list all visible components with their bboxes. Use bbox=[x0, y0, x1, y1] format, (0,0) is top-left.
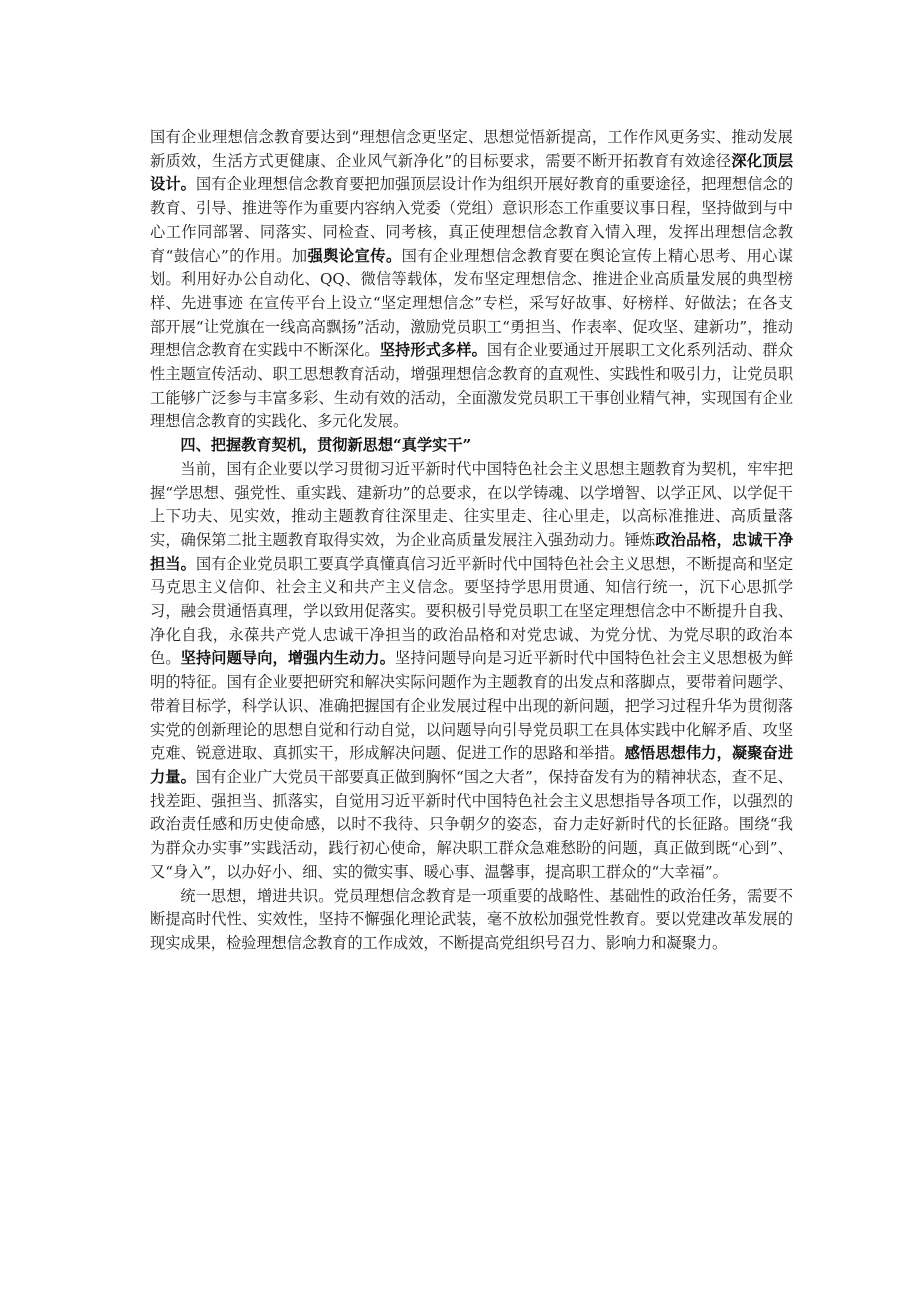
paragraph-text: 国有企业广大党员干部要真正做到胸怀“国之大者”，保持奋发有为的精神状态，查不足、找差距、强担当、抓落实，自觉用习近平新时代中国特色社会主义思想指导各项工作，以强烈的政治责任感和历史使命感，以时不我待、只争朝夕的姿态，奋力走好新时代的长征路。围绕“我为群众办实事”实践活动，践行初心使命，解决职工群众急难愁盼的问题，真正做到既“心到”、又“身入”，以办好小、细、实的微实事、暖心事、温馨事，提高职工群众的“大幸福”。 bbox=[150, 767, 793, 881]
bold-lead-publicity: 强舆论宣传。 bbox=[307, 246, 402, 265]
paragraph-text: 国有企业党员职工要真学真懂真信习近平新时代中国特色社会主义思想，不断提高和坚定马克思主义信仰、社会主义和共产主义信念。要坚持学思用贯通、知信行统一，沉下心思抓学习，融会贯通悟真理，学以致用促落实。要积极引导党员职工在坚定理想信念中不断提升自我、净化自我，永葆共产党人忠诚干净担当的政治品格和对党忠诚、为党分忧、为党尽职的政治本色。 bbox=[150, 554, 793, 668]
paragraph-text: 国有企业要通过开展职工文化系列活动、群众性主题宣传活动、职工思想教育活动，增强理想信念教育的直观性、实践性和吸引力，让党员职工能够广泛参与丰富多彩、生动有效的活动，全面激发党员职工干事创业精气神，实现国有企业理想信念教育的实践化、多元化发展。 bbox=[150, 341, 793, 431]
bold-lead-thought-power: 感悟思想伟力，凝聚奋进力量。 bbox=[150, 744, 793, 786]
paragraph-text: 国有企业理想信念教育要把加强顶层设计作为组织开展好教育的重要途径，把理想信念的教育、引导、推进等作为重要内容纳入党委（党组）意识形态工作重要议事日程，坚持做到与中心工作同部署、同落实、同检查、同考核，真正使理想信念教育入情入理，发挥出理想信念教育“鼓信心”的作用。加 bbox=[150, 175, 793, 265]
bold-lead-deepen-design: 深化顶层设计。 bbox=[150, 151, 794, 194]
document-body bbox=[150, 126, 793, 956]
paragraph-text: 坚持问题导向是习近平新时代中国特色社会主义思想极为鲜明的特征。国有企业要把研究和解决实际问题作为主题教育的出发点和落脚点，要带着问题学、带着目标学，科学认识、准确把握国有企业发展过程中出现的新问题，把学习过程升华为贯彻落实党的创新理论的思想自觉和行动自觉，以问题导向引导党员职工在具体实践中化解矛盾、攻坚克难、锐意进取、真抓实干，形成解决问题、促进工作的思路和举措。 bbox=[150, 649, 793, 763]
paragraph-deepen-design bbox=[150, 126, 793, 434]
section-heading-four: 四、把握教育契机，贯彻新思想“真学实干” bbox=[180, 436, 472, 455]
paragraph-text: 当前，国有企业要以学习贯彻习近平新时代中国特色社会主义思想主题教育为契机，牢牢把握“学思想、强党性、重实践、建新功”的总要求，在以学铸魂、以学增智、以学正风、以学促干上下功夫、见实效，推动主题教育往深里走、往实里走、往心里走，以高标准推进、高质量落实，确保第二批主题教育取得实效，为企业高质量发展注入强劲动力。锤炼 bbox=[150, 459, 793, 549]
bold-lead-political-character: 政治品格，忠诚干净担当。 bbox=[150, 530, 793, 573]
paragraph-education-opportunity bbox=[150, 458, 793, 885]
paragraph-conclusion: 统一思想，增进共识。党员理想信念教育是一项重要的战略性、基础性的政治任务，需要不断提高时代性、实效性，坚持不懈强化理论武装，毫不放松加强党性教育。要以党建改革发展的现实成果，检验理想信念教育的工作成效，不断提高党组织号召力、影响力和凝聚力。 bbox=[150, 886, 793, 952]
bold-lead-problem-orientation: 坚持问题导向，增强内生动力。 bbox=[180, 649, 395, 668]
paragraph-text: 国有企业理想信念教育要在舆论宣传上精心思考、用心谋划。利用好办公自动化、QQ、微信等载体，发布坚定理想信念、推进企业高质量发展的典型榜样、先进事迹 在宣传平台上设立“坚定理想信念”专栏，采写好故事、好榜样、好做法；在各支部开展“让党旗在一线高高飘扬”活动，激励党员职工“勇担当、作表率、促攻坚、建新功”，推动理想信念教育在实践中不断深化。 bbox=[150, 246, 794, 360]
bold-lead-diverse-forms: 坚持形式多样。 bbox=[379, 341, 487, 360]
paragraph-text: 国有企业理想信念教育要达到“理想信念更坚定、思想觉悟新提高，工作作风更务实、推动发展新质效，生活方式更健康、企业风气新净化”的目标要求，需要不断开拓教育有效途径 bbox=[150, 128, 793, 170]
